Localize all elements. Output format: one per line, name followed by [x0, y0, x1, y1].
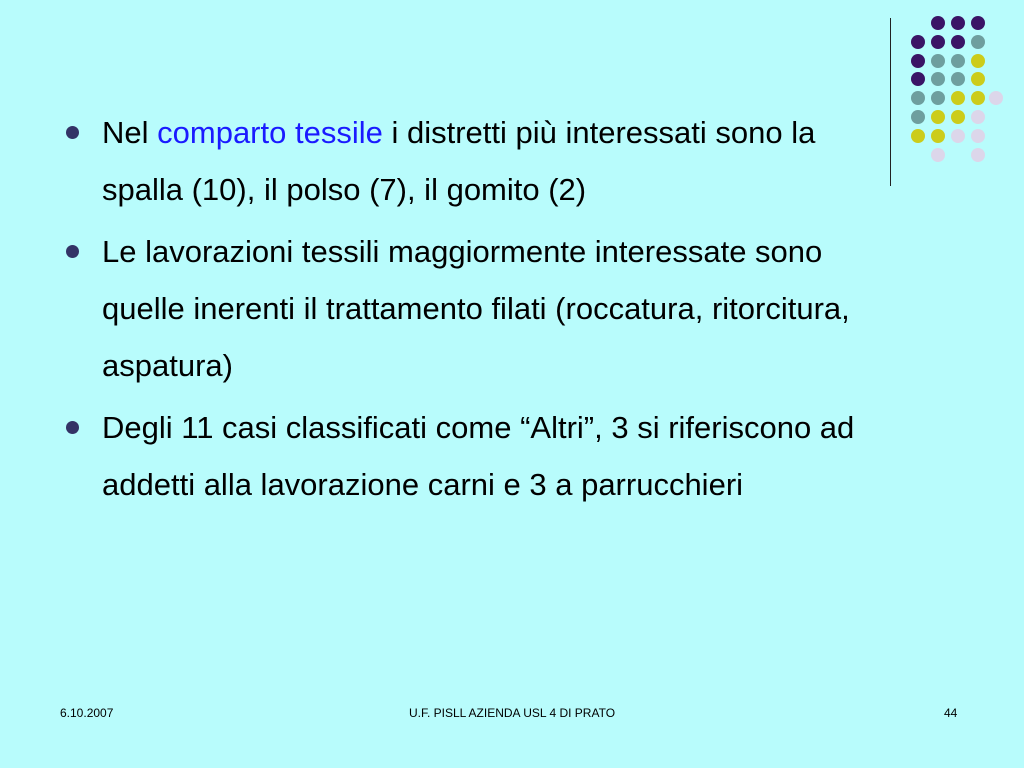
- bullet-item: [62, 399, 892, 513]
- decorative-dot: [911, 72, 925, 86]
- decorative-dot: [911, 54, 925, 68]
- bullet-dot-icon: [66, 126, 79, 139]
- decorative-dot: [931, 16, 945, 30]
- bullet-dot-icon: [66, 421, 79, 434]
- decorative-dot: [931, 72, 945, 86]
- decorative-dot: [911, 129, 925, 143]
- decorative-dot: [971, 148, 985, 162]
- bullet-text: Le lavorazioni tessili maggiormente interessate sono quelle inerenti il trattamento filati (roccatura, ritorcitura, aspatura): [102, 234, 850, 383]
- bullet-item: [62, 223, 892, 394]
- decorative-dot: [971, 35, 985, 49]
- decorative-dot: [911, 35, 925, 49]
- decorative-dot: [931, 110, 945, 124]
- bullet-text: Degli 11 casi classificati come “Altri”, 3 si riferiscono ad addetti alla lavorazione carni e 3 a parrucchieri: [102, 410, 855, 502]
- decorative-dot: [951, 110, 965, 124]
- decorative-dot: [951, 72, 965, 86]
- decorative-dot: [951, 35, 965, 49]
- decorative-dot: [931, 129, 945, 143]
- decorative-dot: [971, 91, 985, 105]
- decorative-dot: [989, 91, 1003, 105]
- decorative-dot: [951, 91, 965, 105]
- decorative-dot: [951, 129, 965, 143]
- footer-page-number: 44: [944, 706, 958, 720]
- highlighted-text: comparto tessile: [157, 115, 383, 150]
- footer-organization: U.F. PISLL AZIENDA USL 4 DI PRATO: [408, 706, 616, 720]
- bullet-text: Nel: [102, 115, 158, 150]
- decorative-dot: [971, 129, 985, 143]
- decorative-dot: [971, 54, 985, 68]
- decorative-dot: [971, 110, 985, 124]
- decorative-dot: [951, 54, 965, 68]
- bullet-item: [62, 104, 892, 218]
- decorative-dot: [931, 91, 945, 105]
- footer-date: 6.10.2007: [60, 706, 114, 720]
- decorative-dot: [931, 54, 945, 68]
- decorative-dot: [951, 16, 965, 30]
- bullet-list: [62, 104, 892, 518]
- decorative-dot: [911, 91, 925, 105]
- bullet-text: i distretti più interessati sono la spalla (10), il polso (7), il gomito (2): [102, 115, 816, 207]
- bullet-dot-icon: [66, 245, 79, 258]
- decorative-dot: [931, 35, 945, 49]
- decorative-dot: [911, 110, 925, 124]
- decorative-dot: [931, 148, 945, 162]
- decorative-dot: [971, 72, 985, 86]
- decorative-dot: [971, 16, 985, 30]
